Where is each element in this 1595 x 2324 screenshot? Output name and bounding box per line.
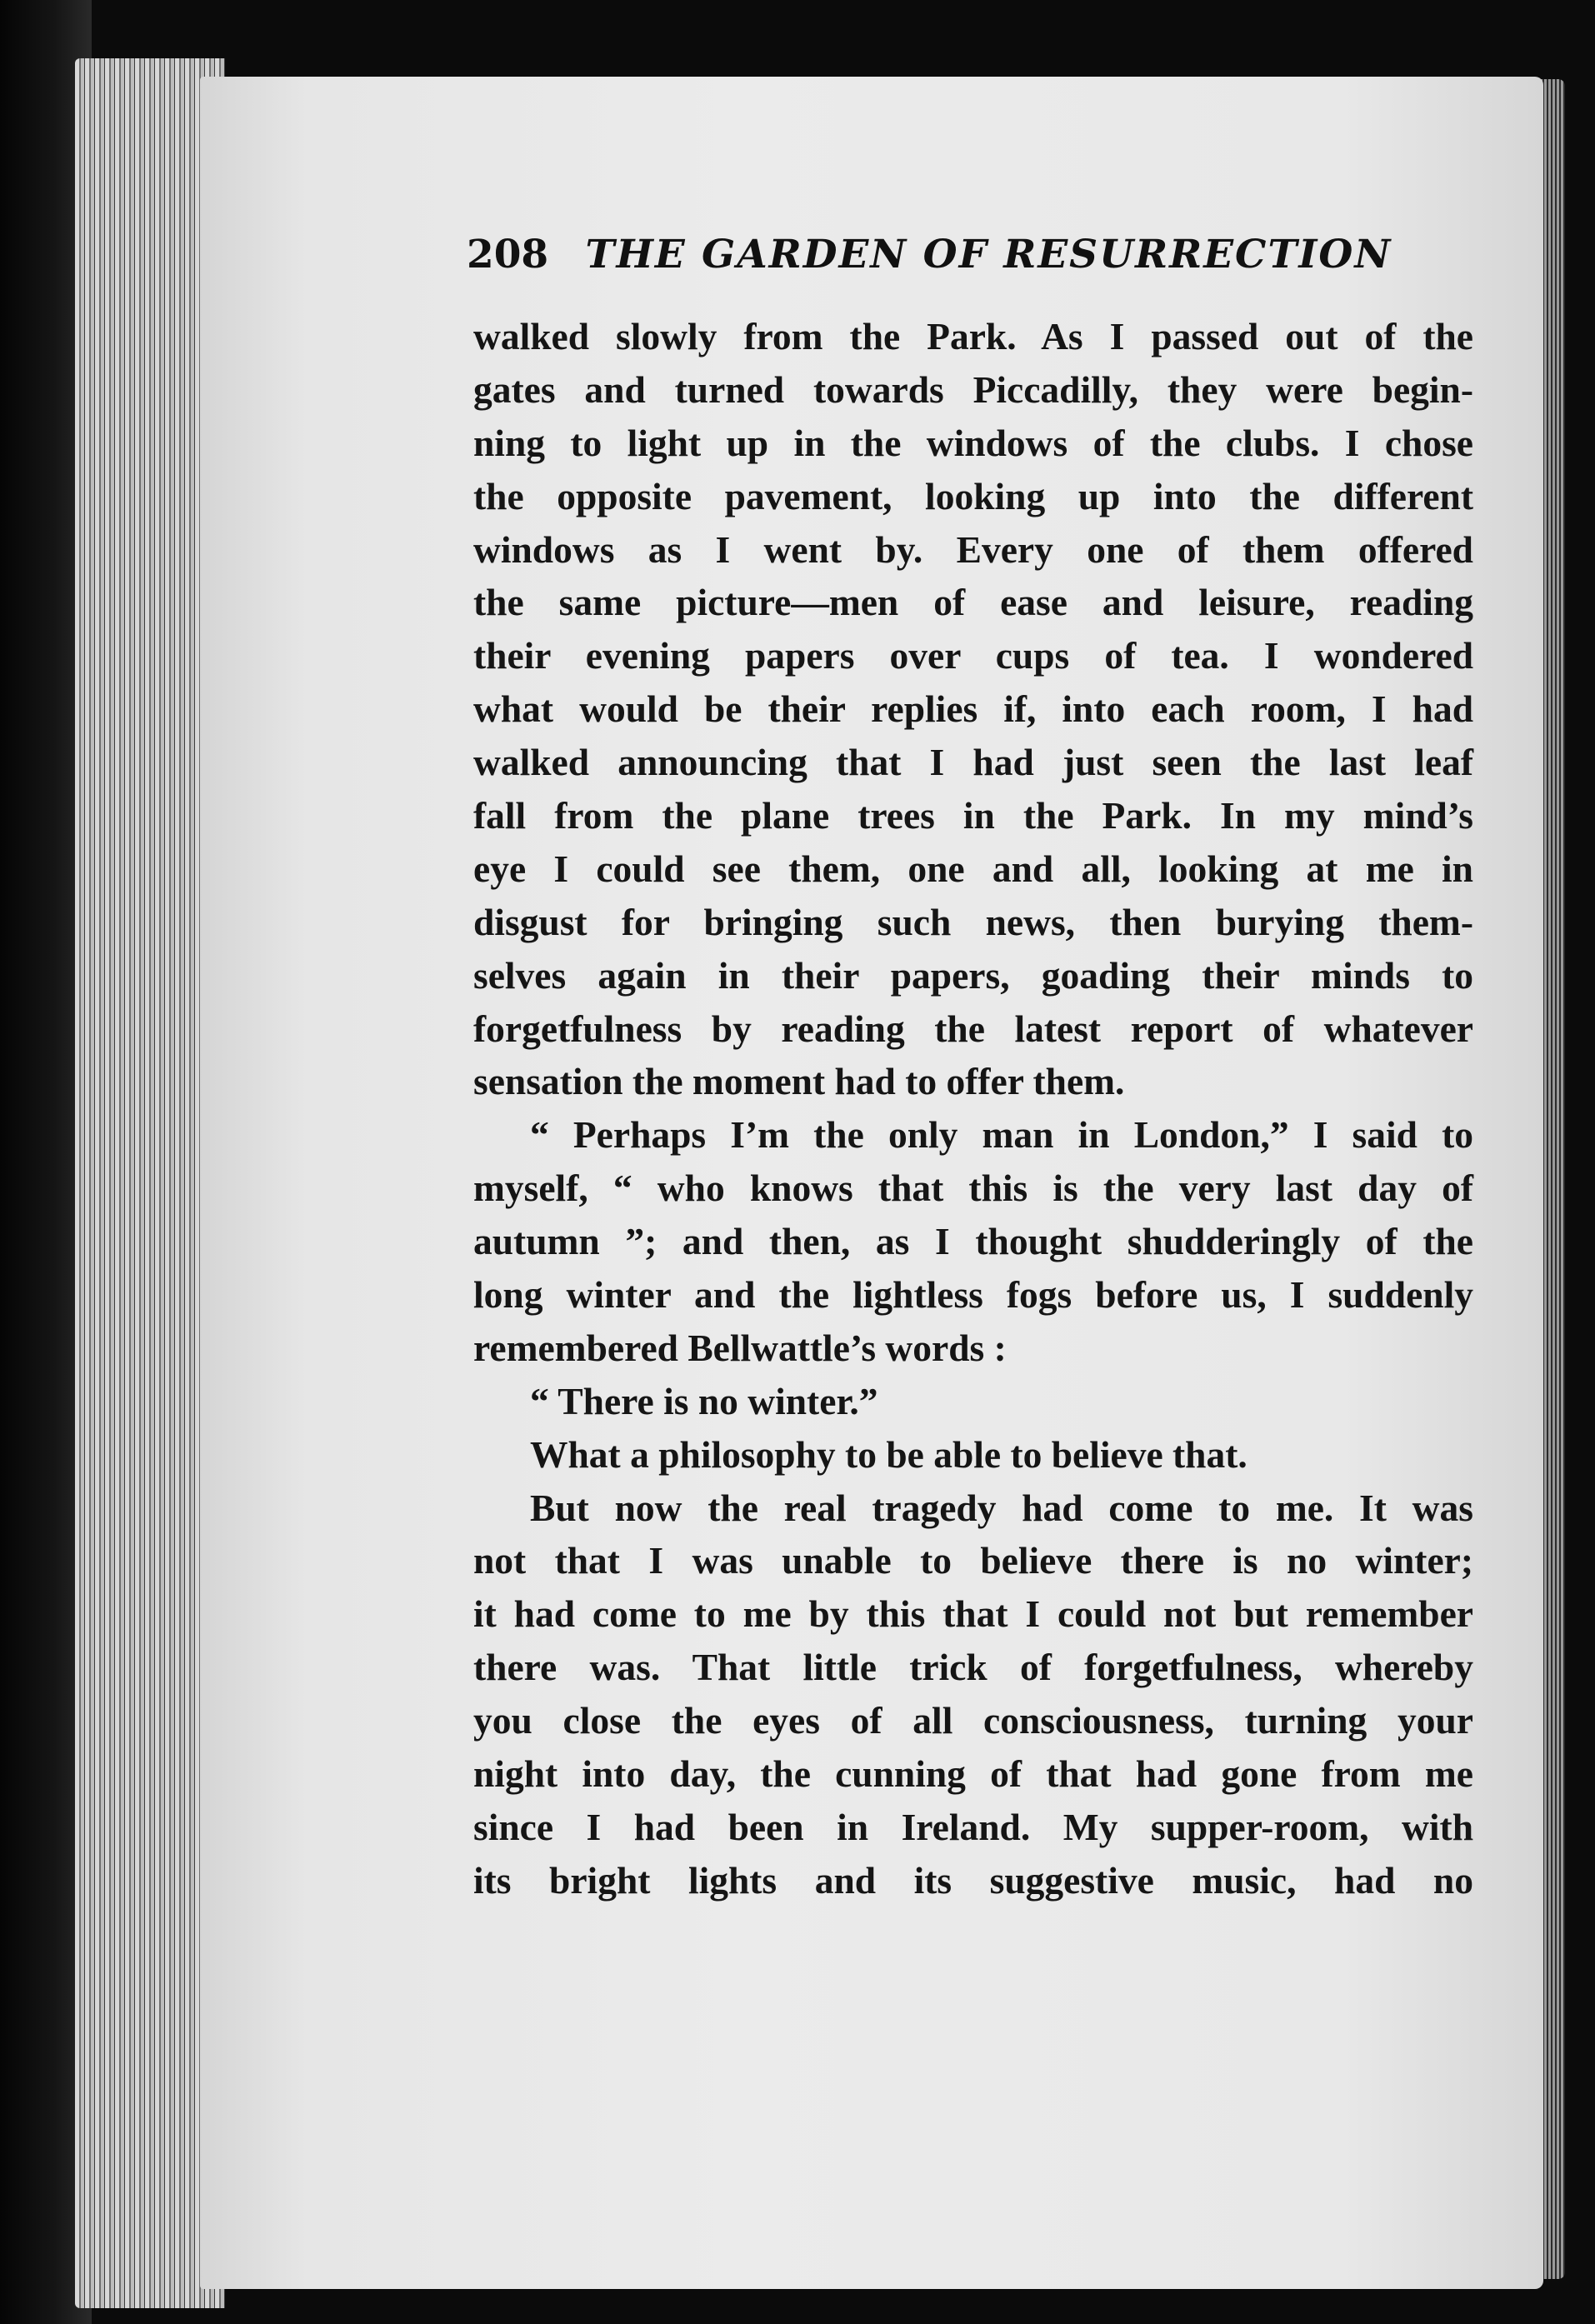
text-line: “ Perhaps I’m the only man in London,” I said to: [530, 1113, 1473, 1157]
text-line: gates and turned towards Piccadilly, they were begin-: [473, 367, 1473, 411]
text-line: walked slowly from the Park. As I passed out of the: [473, 315, 1473, 357]
text-line: forgetfulness by reading the latest report of whatever: [473, 1007, 1473, 1050]
page-number: 208: [467, 232, 549, 277]
text-line: ning to light up in the windows of the clubs. I chose: [473, 421, 1473, 464]
text-line: night into day, the cunning of that had gone from me: [473, 1752, 1473, 1796]
text-line: What a philosophy to be able to believe that.: [530, 1432, 1248, 1476]
running-title: THE GARDEN OF RESURRECTION: [585, 232, 1392, 277]
text-line: fall from the plane trees in the Park. In my mind’s: [473, 794, 1473, 837]
text-line: autumn ”; and then, as I thought shudderingly of the: [473, 1220, 1473, 1263]
text-line: “ There is no winter.”: [530, 1379, 878, 1422]
text-line: myself, “ who knows that this is the very last day of: [473, 1167, 1473, 1210]
text-line: long winter and the lightless fogs before us, I suddenly: [473, 1273, 1473, 1317]
text-line: disgust for bringing such news, then burying them-: [473, 900, 1473, 943]
text-line: sensation the moment had to offer them.: [473, 1060, 1125, 1103]
text-line: its bright lights and its suggestive music, had no: [473, 1858, 1473, 1902]
text-line: windows as I went by. Every one of them offered: [473, 527, 1473, 571]
text-line: not that I was unable to believe there is no winter;: [473, 1539, 1473, 1582]
text-line: their evening papers over cups of tea. I wondered: [473, 634, 1473, 677]
page-header: [467, 232, 1450, 277]
text-line: the opposite pavement, looking up into the different: [473, 474, 1473, 517]
text-line: you close the eyes of all consciousness, turning your: [473, 1699, 1473, 1742]
body-text: [473, 310, 1473, 1907]
text-line: it had come to me by this that I could not but remember: [473, 1592, 1473, 1636]
text-line: But now the real tragedy had come to me. It was: [530, 1486, 1473, 1529]
text-line: eye I could see them, one and all, looking at me in: [473, 847, 1473, 890]
text-line: the same picture—men of ease and leisure, reading: [473, 581, 1473, 624]
text-line: selves again in their papers, goading their minds to: [473, 953, 1473, 997]
text-line: since I had been in Ireland. My supper-room, with: [473, 1805, 1473, 1848]
text-line: remembered Bellwattle’s words :: [473, 1326, 1007, 1369]
text-line: walked announcing that I had just seen the last leaf: [473, 741, 1473, 784]
text-line: what would be their replies if, into each room, I had: [473, 687, 1473, 731]
text-line: there was. That little trick of forgetfulness, whereby: [473, 1646, 1473, 1689]
